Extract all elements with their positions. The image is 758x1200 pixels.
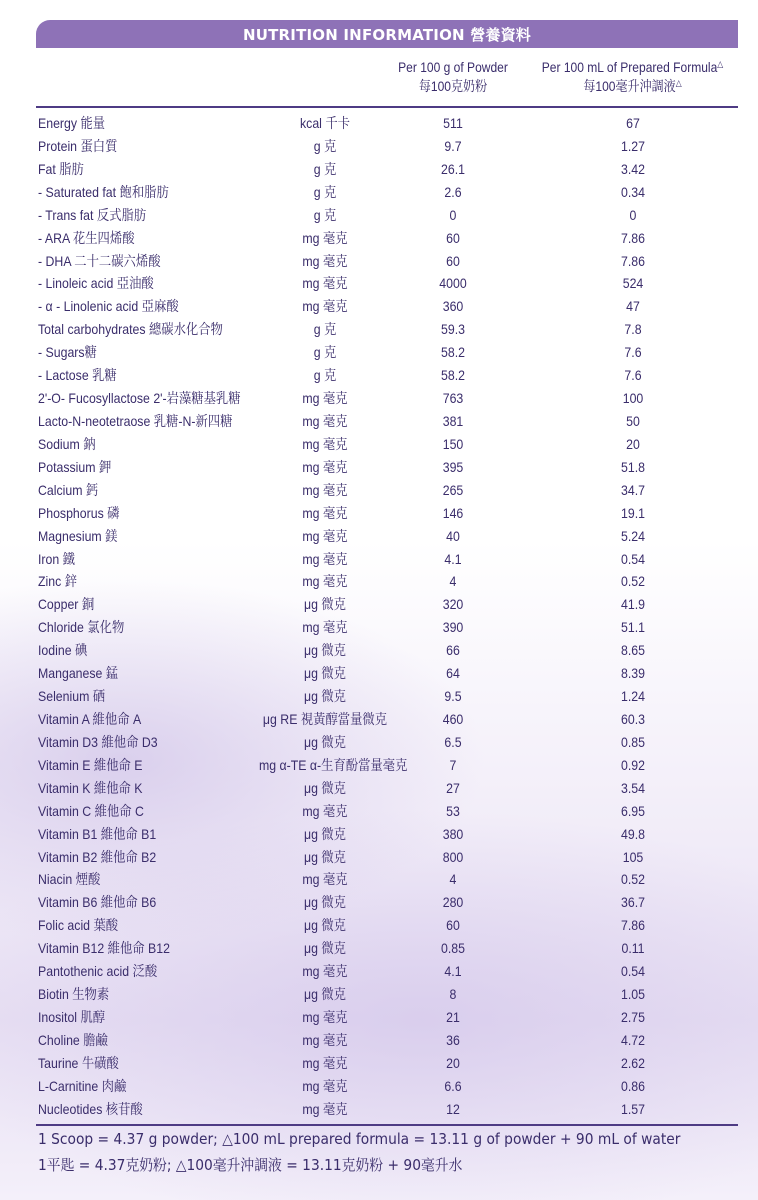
- nutrient-unit: μg 微克: [303, 665, 347, 682]
- column-header-powder: [389, 58, 518, 96]
- value-per-100g-powder: 53: [446, 802, 460, 819]
- nutrient-unit: mg 毫克: [302, 229, 348, 246]
- value-per-100g-powder: 6.6: [444, 1077, 462, 1094]
- value-per-100g-powder: 381: [442, 412, 464, 429]
- table-row: [0, 502, 758, 525]
- section-title: NUTRITION INFORMATION 營養資料: [242, 25, 532, 44]
- value-per-100ml-prepared: 2.75: [621, 1008, 645, 1025]
- table-row: [0, 731, 758, 754]
- table-bottom-rule: [36, 1124, 738, 1126]
- value-per-100g-powder: 4: [449, 871, 457, 888]
- nutrient-unit: g 克: [313, 206, 337, 223]
- value-per-100ml-prepared: 51.1: [621, 619, 645, 636]
- table-row: [0, 891, 758, 914]
- nutrient-name: Protein 蛋白質: [38, 137, 118, 154]
- value-per-100ml-prepared: 20: [626, 435, 640, 452]
- table-row: [0, 387, 758, 410]
- table-row: [0, 456, 758, 479]
- nutrient-unit: mg 毫克: [302, 1054, 348, 1071]
- value-per-100g-powder: 26.1: [441, 160, 465, 177]
- nutrient-name: Iron 鐵: [38, 550, 75, 567]
- value-per-100g-powder: 66: [446, 642, 460, 659]
- value-per-100g-powder: 12: [446, 1100, 460, 1117]
- value-per-100ml-prepared: 7.6: [624, 344, 642, 361]
- value-per-100ml-prepared: 6.95: [621, 802, 645, 819]
- value-per-100ml-prepared: 3.54: [621, 779, 645, 796]
- value-per-100ml-prepared: 2.62: [621, 1054, 645, 1071]
- value-per-100ml-prepared: 1.27: [621, 137, 645, 154]
- value-per-100ml-prepared: 34.7: [621, 481, 645, 498]
- section-title-bar: [36, 20, 738, 48]
- nutrient-unit: μg 微克: [303, 848, 347, 865]
- value-per-100ml-prepared: 0.92: [621, 756, 645, 773]
- nutrient-unit: mg 毫克: [302, 1008, 348, 1025]
- nutrient-name: Phosphorus 磷: [38, 504, 120, 521]
- table-row: [0, 593, 758, 616]
- column-header-powder-zh: 每100克奶粉: [418, 78, 488, 94]
- value-per-100g-powder: 0: [449, 206, 457, 223]
- value-per-100ml-prepared: 7.86: [621, 252, 645, 269]
- nutrient-name: Vitamin B12 維他命 B12: [38, 940, 170, 957]
- nutrient-name: Iodine 碘: [38, 642, 88, 659]
- table-row: [0, 937, 758, 960]
- value-per-100ml-prepared: 7.6: [624, 367, 642, 384]
- value-per-100ml-prepared: 1.57: [621, 1100, 645, 1117]
- value-per-100ml-prepared: 36.7: [621, 894, 645, 911]
- value-per-100ml-prepared: 0.54: [621, 550, 645, 567]
- nutrient-name: Pantothenic acid 泛酸: [38, 963, 158, 980]
- nutrient-name: - Trans fat 反式脂肪: [38, 206, 147, 223]
- value-per-100ml-prepared: 50: [626, 412, 640, 429]
- nutrient-unit: μg RE 視黃醇當量微克: [262, 710, 388, 727]
- value-per-100g-powder: 2.6: [444, 183, 462, 200]
- nutrient-unit: mg 毫克: [302, 412, 348, 429]
- nutrient-name: Zinc 鋅: [38, 573, 78, 590]
- table-row: [0, 410, 758, 433]
- table-row: [0, 479, 758, 502]
- triangle-mark-icon: △: [717, 59, 724, 69]
- table-row: [0, 433, 758, 456]
- value-per-100g-powder: 4: [449, 573, 457, 590]
- table-row: [0, 250, 758, 273]
- nutrient-name: Vitamin E 維他命 E: [38, 756, 143, 773]
- value-per-100g-powder: 763: [442, 390, 464, 407]
- nutrient-name: Selenium 硒: [38, 688, 106, 705]
- nutrient-name: - ARA 花生四烯酸: [38, 229, 135, 246]
- nutrient-unit: μg 微克: [303, 596, 347, 613]
- nutrient-name: Vitamin A 維他命 A: [38, 710, 142, 727]
- table-row: [0, 868, 758, 891]
- nutrient-unit: mg 毫克: [302, 435, 348, 452]
- table-row: [0, 960, 758, 983]
- nutrient-name: Vitamin K 維他命 K: [38, 779, 143, 796]
- value-per-100g-powder: 360: [442, 298, 464, 315]
- table-row: [0, 112, 758, 135]
- nutrient-unit: mg 毫克: [302, 275, 348, 292]
- nutrient-unit: mg 毫克: [302, 871, 348, 888]
- nutrient-unit: mg 毫克: [302, 458, 348, 475]
- table-row: [0, 181, 758, 204]
- nutrient-name: - Sugars糖: [38, 344, 97, 361]
- value-per-100g-powder: 9.7: [444, 137, 462, 154]
- table-row: [0, 800, 758, 823]
- value-per-100g-powder: 4.1: [444, 963, 462, 980]
- value-per-100g-powder: 64: [446, 665, 460, 682]
- value-per-100g-powder: 280: [442, 894, 464, 911]
- nutrient-unit: mg 毫克: [302, 1077, 348, 1094]
- value-per-100ml-prepared: 7.8: [624, 321, 642, 338]
- table-row: [0, 662, 758, 685]
- value-per-100g-powder: 58.2: [441, 367, 465, 384]
- column-header-powder-en: Per 100 g of Powder: [398, 59, 508, 75]
- nutrient-name: Choline 膽鹼: [38, 1031, 108, 1048]
- value-per-100g-powder: 380: [442, 825, 464, 842]
- nutrient-name: Niacin 煙酸: [38, 871, 101, 888]
- value-per-100ml-prepared: 0.34: [621, 183, 645, 200]
- table-row: [0, 983, 758, 1006]
- value-per-100g-powder: 9.5: [444, 688, 462, 705]
- nutrient-unit: mg 毫克: [302, 298, 348, 315]
- value-per-100g-powder: 150: [442, 435, 464, 452]
- triangle-mark-icon: △: [675, 78, 682, 88]
- nutrient-name: Vitamin B1 維他命 B1: [38, 825, 157, 842]
- nutrient-unit: mg 毫克: [302, 802, 348, 819]
- nutrient-name: - Saturated fat 飽和脂肪: [38, 183, 169, 200]
- nutrient-name: Fat 脂肪: [38, 160, 84, 177]
- value-per-100g-powder: 40: [446, 527, 460, 544]
- nutrient-name: Magnesium 鎂: [38, 527, 118, 544]
- nutrient-unit: mg 毫克: [302, 963, 348, 980]
- value-per-100g-powder: 8: [449, 986, 457, 1003]
- value-per-100ml-prepared: 0.86: [621, 1077, 645, 1094]
- table-row: [0, 914, 758, 937]
- nutrient-unit: mg 毫克: [302, 619, 348, 636]
- value-per-100g-powder: 4000: [439, 275, 467, 292]
- nutrient-unit: g 克: [313, 160, 337, 177]
- value-per-100g-powder: 395: [442, 458, 464, 475]
- table-row: [0, 777, 758, 800]
- value-per-100ml-prepared: 0.52: [621, 871, 645, 888]
- nutrient-unit: g 克: [313, 344, 337, 361]
- nutrient-name: Sodium 鈉: [38, 435, 96, 452]
- table-row: [0, 1029, 758, 1052]
- nutrient-name: Energy 能量: [38, 115, 106, 131]
- nutrient-unit: mg 毫克: [302, 504, 348, 521]
- table-row: [0, 341, 758, 364]
- nutrient-unit: μg 微克: [303, 894, 347, 911]
- value-per-100ml-prepared: 49.8: [621, 825, 645, 842]
- value-per-100g-powder: 60: [446, 252, 460, 269]
- nutrient-unit: μg 微克: [303, 642, 347, 659]
- table-row: [0, 1098, 758, 1121]
- nutrient-name: Vitamin B2 維他命 B2: [38, 848, 157, 865]
- value-per-100g-powder: 60: [446, 917, 460, 934]
- nutrient-unit: μg 微克: [303, 825, 347, 842]
- nutrient-name: Taurine 牛磺酸: [38, 1054, 119, 1071]
- value-per-100ml-prepared: 0.85: [621, 733, 645, 750]
- nutrient-unit: mg 毫克: [302, 527, 348, 544]
- table-row: [0, 204, 758, 227]
- value-per-100g-powder: 60: [446, 229, 460, 246]
- value-per-100g-powder: 21: [446, 1008, 460, 1025]
- value-per-100g-powder: 4.1: [444, 550, 462, 567]
- nutrient-unit: mg 毫克: [302, 390, 348, 407]
- nutrient-name: Vitamin B6 維他命 B6: [38, 894, 157, 911]
- table-row: [0, 754, 758, 777]
- column-header-prepared-zh: 每100毫升沖調液: [583, 78, 676, 94]
- value-per-100ml-prepared: 41.9: [621, 596, 645, 613]
- value-per-100ml-prepared: 0.52: [621, 573, 645, 590]
- value-per-100ml-prepared: 105: [622, 848, 644, 865]
- value-per-100g-powder: 265: [442, 481, 464, 498]
- nutrient-name: L-Carnitine 肉鹼: [38, 1077, 127, 1094]
- nutrient-name: - DHA 二十二碳六烯酸: [38, 252, 161, 269]
- value-per-100ml-prepared: 8.39: [621, 665, 645, 682]
- table-row: [0, 272, 758, 295]
- nutrient-name: Manganese 錳: [38, 665, 119, 682]
- table-row: [0, 548, 758, 571]
- value-per-100ml-prepared: 47: [626, 298, 640, 315]
- nutrient-unit: mg 毫克: [302, 1100, 348, 1117]
- nutrient-unit: mg 毫克: [302, 573, 348, 590]
- nutrient-unit: μg 微克: [303, 940, 347, 957]
- footnote-chinese: 1平匙 = 4.37克奶粉; △100毫升沖調液 = 13.11克奶粉 + 90毫升水: [38, 1156, 463, 1174]
- value-per-100g-powder: 800: [442, 848, 464, 865]
- table-row: [0, 318, 758, 341]
- nutrient-name: Inositol 肌醇: [38, 1008, 106, 1025]
- nutrient-name: Potassium 鉀: [38, 458, 112, 475]
- table-row: [0, 135, 758, 158]
- nutrient-unit: μg 微克: [303, 779, 347, 796]
- nutrition-table: [0, 112, 758, 1121]
- column-header-prepared-en: Per 100 mL of Prepared Formula: [541, 59, 718, 75]
- nutrient-name: Total carbohydrates 總碳水化合物: [38, 321, 223, 338]
- value-per-100ml-prepared: 0.54: [621, 963, 645, 980]
- value-per-100ml-prepared: 3.42: [621, 160, 645, 177]
- value-per-100ml-prepared: 1.05: [621, 986, 645, 1003]
- value-per-100ml-prepared: 4.72: [621, 1031, 645, 1048]
- value-per-100g-powder: 511: [443, 115, 463, 131]
- value-per-100g-powder: 20: [446, 1054, 460, 1071]
- value-per-100ml-prepared: 7.86: [621, 917, 645, 934]
- table-row: [0, 846, 758, 869]
- nutrient-unit: g 克: [313, 183, 337, 200]
- nutrient-name: Folic acid 葉酸: [38, 917, 119, 934]
- value-per-100ml-prepared: 67: [626, 115, 640, 131]
- value-per-100g-powder: 36: [446, 1031, 460, 1048]
- nutrient-unit: mg 毫克: [302, 481, 348, 498]
- table-row: [0, 823, 758, 846]
- nutrient-name: Biotin 生物素: [38, 986, 110, 1003]
- value-per-100ml-prepared: 5.24: [621, 527, 645, 544]
- value-per-100ml-prepared: 100: [622, 390, 644, 407]
- table-row: [0, 708, 758, 731]
- value-per-100ml-prepared: 60.3: [621, 710, 645, 727]
- nutrient-unit: μg 微克: [303, 917, 347, 934]
- nutrient-name: 2'-O- Fucosyllactose 2'-岩藻糖基乳糖: [38, 390, 241, 407]
- table-row: [0, 227, 758, 250]
- nutrient-unit: g 克: [313, 137, 337, 154]
- nutrient-name: Nucleotides 核苷酸: [38, 1100, 143, 1117]
- nutrient-name: Vitamin D3 維他命 D3: [38, 733, 158, 750]
- value-per-100ml-prepared: 524: [622, 275, 644, 292]
- nutrient-name: Copper 銅: [38, 596, 95, 613]
- table-row: [0, 570, 758, 593]
- nutrient-name: - α - Linolenic acid 亞麻酸: [38, 298, 179, 315]
- table-row: [0, 1075, 758, 1098]
- nutrient-unit: g 克: [313, 367, 337, 384]
- table-row: [0, 1006, 758, 1029]
- nutrient-unit: mg 毫克: [302, 1031, 348, 1048]
- value-per-100ml-prepared: 0.11: [621, 940, 645, 957]
- nutrient-name: Vitamin C 維他命 C: [38, 802, 144, 819]
- table-row: [0, 295, 758, 318]
- nutrient-name: Lacto-N-neotetraose 乳糖-N-新四糖: [38, 412, 233, 429]
- value-per-100ml-prepared: 0: [629, 206, 637, 223]
- value-per-100g-powder: 146: [442, 504, 464, 521]
- value-per-100g-powder: 320: [442, 596, 464, 613]
- value-per-100g-powder: 6.5: [444, 733, 462, 750]
- value-per-100g-powder: 59.3: [441, 321, 465, 338]
- value-per-100ml-prepared: 1.24: [621, 688, 645, 705]
- value-per-100ml-prepared: 7.86: [621, 229, 645, 246]
- column-header-prepared: [531, 58, 733, 96]
- nutrient-unit: μg 微克: [303, 688, 347, 705]
- nutrient-unit: g 克: [313, 321, 337, 338]
- value-per-100ml-prepared: 8.65: [621, 642, 645, 659]
- nutrient-unit: mg 毫克: [302, 252, 348, 269]
- nutrient-name: - Lactose 乳糖: [38, 367, 117, 384]
- value-per-100g-powder: 390: [442, 619, 464, 636]
- table-row: [0, 364, 758, 387]
- table-row: [0, 685, 758, 708]
- value-per-100ml-prepared: 51.8: [621, 458, 645, 475]
- value-per-100g-powder: 27: [446, 779, 460, 796]
- value-per-100g-powder: 0.85: [441, 940, 465, 957]
- table-row: [0, 525, 758, 548]
- footnote-english: 1 Scoop = 4.37 g powder; △100 mL prepared formula = 13.11 g of powder + 90 mL of water: [38, 1130, 681, 1148]
- table-row: [0, 639, 758, 662]
- table-row: [0, 616, 758, 639]
- nutrient-unit: kcal 千卡: [300, 115, 350, 131]
- value-per-100g-powder: 58.2: [441, 344, 465, 361]
- value-per-100ml-prepared: 19.1: [621, 504, 645, 521]
- nutrient-unit: mg α-TE α-生育酚當量毫克: [259, 756, 408, 773]
- value-per-100g-powder: 7: [449, 756, 457, 773]
- nutrient-unit: μg 微克: [303, 733, 347, 750]
- nutrient-unit: μg 微克: [303, 986, 347, 1003]
- table-row: [0, 1052, 758, 1075]
- nutrient-name: Chloride 氯化物: [38, 619, 125, 636]
- nutrient-name: - Linoleic acid 亞油酸: [38, 275, 154, 292]
- value-per-100g-powder: 460: [442, 710, 464, 727]
- table-top-rule: [36, 106, 738, 108]
- nutrient-unit: mg 毫克: [302, 550, 348, 567]
- table-row: [0, 158, 758, 181]
- nutrient-name: Calcium 鈣: [38, 481, 99, 498]
